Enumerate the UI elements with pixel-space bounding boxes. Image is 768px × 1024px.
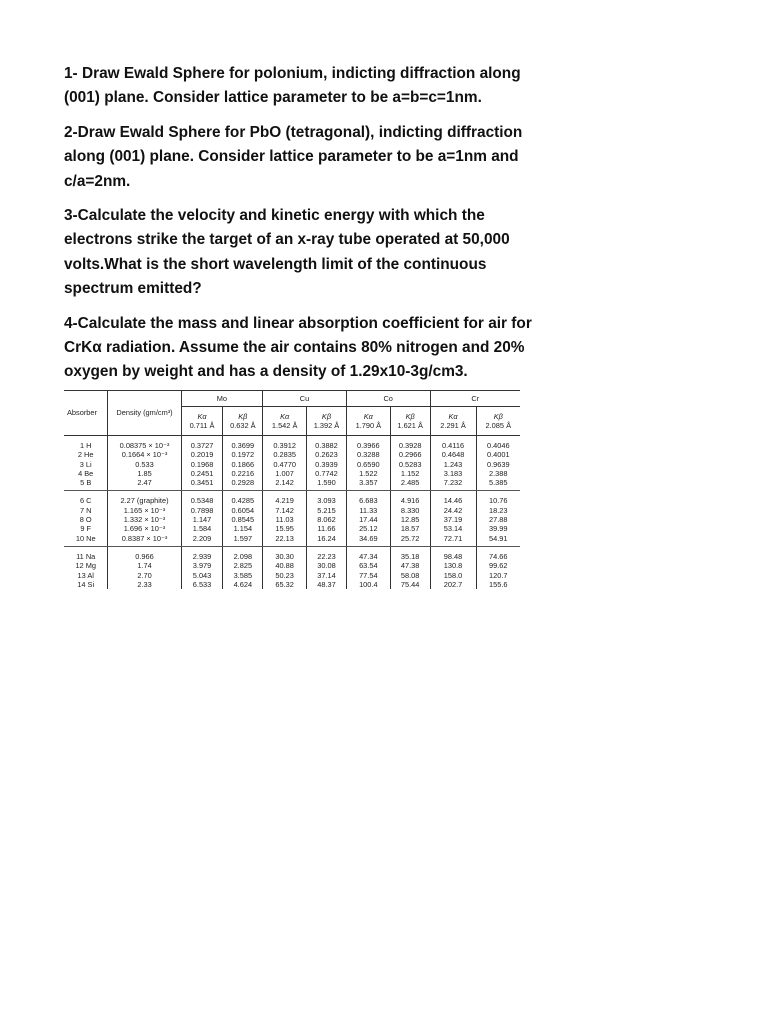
coefficient-cell: 0.4770 xyxy=(263,460,307,469)
coefficient-cell: 3.979 xyxy=(181,561,223,570)
table-row xyxy=(64,546,520,561)
table-row xyxy=(64,436,520,451)
line-name: Kβ xyxy=(405,411,415,421)
line-name: Kβ xyxy=(238,411,248,421)
coefficient-cell: 54.91 xyxy=(476,534,520,547)
coefficient-cell: 0.3451 xyxy=(181,478,223,491)
coefficient-cell: 0.3288 xyxy=(346,450,390,459)
coefficient-cell: 22.13 xyxy=(263,534,307,547)
density-cell: 2.27 (graphite) xyxy=(108,491,181,506)
coefficient-cell: 0.4285 xyxy=(223,491,263,506)
coefficient-cell: 5.385 xyxy=(476,478,520,491)
coefficient-cell: 40.88 xyxy=(263,561,307,570)
coefficient-cell: 3.093 xyxy=(307,491,347,506)
coefficient-cell: 0.3928 xyxy=(390,436,430,451)
coefficient-cell: 0.6590 xyxy=(346,460,390,469)
density-cell: 2.33 xyxy=(108,580,181,589)
absorber-header: Absorber xyxy=(64,391,108,436)
absorber-cell: 3 Li xyxy=(64,460,108,469)
coefficient-cell: 0.3882 xyxy=(307,436,347,451)
coefficient-cell: 0.7898 xyxy=(181,506,223,515)
coefficient-cell: 0.4001 xyxy=(486,450,510,460)
coefficient-cell: 12.85 xyxy=(390,515,430,524)
coefficient-cell: 0.2966 xyxy=(390,450,430,459)
coefficient-cell: 1.584 xyxy=(181,524,223,533)
line-wavelength: 1.790 Å xyxy=(355,421,382,430)
coefficient-cell: 2.388 xyxy=(489,468,508,478)
coefficient-cell: 1.597 xyxy=(223,534,263,547)
coefficient-cell: 155.6 xyxy=(489,579,508,589)
density-cell: 0.08375 × 10⁻³ xyxy=(108,436,181,451)
coefficient-cell: 75.44 xyxy=(390,580,430,589)
coefficient-cell: 30.08 xyxy=(307,561,347,570)
coefficient-cell: 63.54 xyxy=(346,561,390,570)
coefficient-cell: 47.38 xyxy=(390,561,430,570)
mass-absorption-table xyxy=(64,390,520,589)
coefficient-cell: 2.209 xyxy=(181,534,223,547)
radiation-cu-header: Cu xyxy=(263,391,347,407)
absorber-cell: 12 Mg xyxy=(64,561,108,570)
density-cell: 0.1664 × 10⁻³ xyxy=(108,450,181,459)
coefficient-cell: 6.533 xyxy=(181,580,223,589)
coefficient-cell: 25.12 xyxy=(346,524,390,533)
coefficient-cell: 0.3699 xyxy=(223,436,263,451)
density-cell: 1.696 × 10⁻³ xyxy=(108,524,181,533)
table-row xyxy=(64,478,520,491)
line-name: Kβ xyxy=(321,411,332,421)
line-wavelength: 0.632 Å xyxy=(230,421,256,430)
coefficient-cell: 53.14 xyxy=(430,524,476,533)
coefficient-cell: 3.183 xyxy=(430,469,476,478)
line-header-cell xyxy=(263,407,307,436)
coefficient-cell: 0.3939 xyxy=(307,460,347,469)
line-header-cell xyxy=(390,407,430,436)
absorber-cell: 6 C xyxy=(64,491,108,506)
coefficient-cell: 2.825 xyxy=(223,561,263,570)
coefficient-cell: 0.1866 xyxy=(223,460,263,469)
coefficient-cell: 4.624 xyxy=(223,580,263,589)
coefficient-cell: 2.485 xyxy=(390,478,430,491)
coefficient-cell: 4.916 xyxy=(390,491,430,506)
absorber-cell: 13 Al xyxy=(64,571,108,580)
coefficient-cell: 202.7 xyxy=(430,580,476,589)
line-wavelength: 2.291 Å xyxy=(440,421,466,430)
line-header-cell xyxy=(181,407,223,436)
question-2: 2-Draw Ewald Sphere for PbO (tetragonal), indicting diffraction along (001) plane. Consider lattice parameter to be a=1nm and c/a=2nm. xyxy=(64,123,523,190)
coefficient-cell: 65.32 xyxy=(263,580,307,589)
coefficient-cell: 0.1968 xyxy=(181,460,223,469)
coefficient-cell: 0.4116 xyxy=(430,436,476,451)
density-cell: 0.8387 × 10⁻³ xyxy=(108,534,181,547)
coefficient-cell: 5.043 xyxy=(181,571,223,580)
coefficient-cell: 15.95 xyxy=(263,524,307,533)
coefficient-cell: 1.147 xyxy=(181,515,223,524)
coefficient-cell: 158.0 xyxy=(430,571,476,580)
coefficient-cell: 25.72 xyxy=(390,534,430,547)
coefficient-cell: 7.232 xyxy=(430,478,476,491)
line-header-cell xyxy=(346,407,390,436)
coefficient-cell: 1.590 xyxy=(307,478,347,491)
line-header-cell xyxy=(430,407,476,436)
table-body xyxy=(64,436,520,590)
table-row xyxy=(64,534,520,547)
coefficient-cell: 0.5348 xyxy=(181,491,223,506)
line-name: Kα xyxy=(197,411,207,421)
absorber-cell: 4 Be xyxy=(64,469,108,478)
coefficient-cell: 58.08 xyxy=(390,571,430,580)
coefficient-cell: 24.42 xyxy=(430,506,476,515)
absorber-cell: 5 B xyxy=(64,478,108,491)
coefficient-cell: 8.330 xyxy=(390,506,430,515)
coefficient-cell: 18.57 xyxy=(390,524,430,533)
table-row xyxy=(64,450,520,459)
coefficient-cell: 1.007 xyxy=(263,469,307,478)
radiation-co-header: Co xyxy=(346,391,430,407)
absorption-coefficient-table xyxy=(64,390,524,594)
coefficient-cell: 72.71 xyxy=(430,534,476,547)
table-row xyxy=(64,469,520,478)
coefficient-cell: 35.18 xyxy=(390,546,430,561)
coefficient-cell: 1.152 xyxy=(390,469,430,478)
question-4: 4-Calculate the mass and linear absorption coefficient for air for CrKα radiation. Assume the air contains 80% nitrogen and 20% oxygen by weight and has a density of 1.29x10-3g/cm3. xyxy=(64,314,532,381)
absorber-cell: 10 Ne xyxy=(64,534,108,547)
coefficient-cell: 16.24 xyxy=(307,534,347,547)
line-header-cell xyxy=(476,407,520,436)
coefficient-cell: 27.88 xyxy=(489,515,508,525)
coefficient-cell: 0.2451 xyxy=(181,469,223,478)
absorber-cell: 7 N xyxy=(64,506,108,515)
density-cell: 1.85 xyxy=(108,469,181,478)
document-body xyxy=(64,62,534,395)
coefficient-cell: 37.19 xyxy=(430,515,476,524)
coefficient-cell: 120.7 xyxy=(489,570,508,580)
line-header-cell xyxy=(223,407,263,436)
coefficient-cell: 17.44 xyxy=(346,515,390,524)
coefficient-cell: 77.54 xyxy=(346,571,390,580)
absorber-cell: 14 Si xyxy=(64,580,108,589)
radiation-mo-header: Mo xyxy=(181,391,263,407)
question-1: 1- Draw Ewald Sphere for polonium, indicting diffraction along (001) plane. Consider lattice parameter to be a=b=c=1nm. xyxy=(64,65,521,107)
density-cell: 0.966 xyxy=(108,546,181,561)
coefficient-cell: 130.8 xyxy=(430,561,476,570)
coefficient-cell: 11.66 xyxy=(307,524,347,533)
coefficient-cell: 2.939 xyxy=(181,546,223,561)
coefficient-cell: 34.69 xyxy=(346,534,390,547)
coefficient-cell: 7.142 xyxy=(263,506,307,515)
table-row xyxy=(64,524,520,533)
coefficient-cell: 0.2216 xyxy=(223,469,263,478)
coefficient-cell: 0.5283 xyxy=(390,460,430,469)
radiation-cr-header: Cr xyxy=(430,391,520,407)
coefficient-cell: 3.585 xyxy=(223,571,263,580)
coefficient-cell: 0.4046 xyxy=(486,441,510,450)
coefficient-cell: 74.66 xyxy=(489,551,508,561)
line-name: Kα xyxy=(448,411,458,421)
coefficient-cell: 22.23 xyxy=(307,546,347,561)
coefficient-cell: 0.1972 xyxy=(223,450,263,459)
coefficient-cell: 8.062 xyxy=(307,515,347,524)
coefficient-cell: 0.3912 xyxy=(263,436,307,451)
coefficient-cell: 0.8545 xyxy=(223,515,263,524)
line-wavelength: 1.392 Å xyxy=(313,421,340,430)
table-row xyxy=(64,460,520,469)
table-row xyxy=(64,506,520,515)
density-header: Density (gm/cm³) xyxy=(108,391,181,436)
coefficient-cell: 99.62 xyxy=(489,561,508,571)
line-wavelength: 1.621 Å xyxy=(397,421,423,430)
coefficient-cell: 14.46 xyxy=(430,491,476,506)
coefficient-cell: 2.142 xyxy=(263,478,307,491)
absorber-cell: 1 H xyxy=(64,436,108,451)
absorber-cell: 2 He xyxy=(64,450,108,459)
absorber-cell: 11 Na xyxy=(64,546,108,561)
coefficient-cell: 100.4 xyxy=(346,580,390,589)
coefficient-cell: 18.23 xyxy=(489,505,508,515)
line-wavelength: 2.085 Å xyxy=(485,421,511,430)
density-cell: 1.332 × 10⁻³ xyxy=(108,515,181,524)
coefficient-cell: 0.2019 xyxy=(181,450,223,459)
coefficient-cell: 1.522 xyxy=(346,469,390,478)
table-row xyxy=(64,491,520,506)
coefficient-cell: 0.9639 xyxy=(486,459,510,469)
coefficient-cell: 0.6054 xyxy=(223,506,263,515)
radiation-header-row xyxy=(64,391,520,407)
coefficient-cell: 1.243 xyxy=(430,460,476,469)
line-wavelength: 1.542 Å xyxy=(271,421,298,430)
coefficient-cell: 11.03 xyxy=(263,515,307,524)
absorber-cell: 9 F xyxy=(64,524,108,533)
coefficient-cell: 2.098 xyxy=(223,546,263,561)
coefficient-cell: 0.2835 xyxy=(263,450,307,459)
coefficient-cell: 39.99 xyxy=(489,524,508,534)
coefficient-cell: 3.357 xyxy=(346,478,390,491)
table-row xyxy=(64,515,520,524)
coefficient-cell: 48.37 xyxy=(307,580,347,589)
coefficient-cell: 30.30 xyxy=(263,546,307,561)
coefficient-cell: 47.34 xyxy=(346,546,390,561)
coefficient-cell: 0.2928 xyxy=(223,478,263,491)
coefficient-cell: 37.14 xyxy=(307,571,347,580)
line-wavelength: 0.711 Å xyxy=(189,421,215,430)
line-header-cell xyxy=(307,407,347,436)
coefficient-cell: 1.154 xyxy=(223,524,263,533)
line-name: Kβ xyxy=(493,411,503,421)
absorber-cell: 8 O xyxy=(64,515,108,524)
table-row xyxy=(64,580,520,589)
line-name: Kα xyxy=(280,411,290,421)
table-row xyxy=(64,571,520,580)
density-cell: 1.74 xyxy=(108,561,181,570)
coefficient-cell: 5.215 xyxy=(307,506,347,515)
density-cell: 0.533 xyxy=(108,460,181,469)
table-row xyxy=(64,561,520,570)
coefficient-cell: 0.4648 xyxy=(430,450,476,459)
coefficient-cell: 0.3966 xyxy=(346,436,390,451)
coefficient-cell: 0.2623 xyxy=(307,450,347,459)
coefficient-cell: 4.219 xyxy=(263,491,307,506)
question-3: 3-Calculate the velocity and kinetic energy with which the electrons strike the target of an x-ray tube operated at 50,000 volts.What is the short wavelength limit of the continuous spectrum emitted? xyxy=(64,207,510,298)
coefficient-cell: 6.683 xyxy=(346,491,390,506)
density-cell: 1.165 × 10⁻³ xyxy=(108,506,181,515)
coefficient-cell: 0.7742 xyxy=(307,469,347,478)
density-cell: 2.47 xyxy=(108,478,181,491)
line-name: Kα xyxy=(363,411,373,421)
coefficient-cell: 98.48 xyxy=(430,546,476,561)
coefficient-cell: 0.3727 xyxy=(181,436,223,451)
coefficient-cell: 50.23 xyxy=(263,571,307,580)
density-cell: 2.70 xyxy=(108,571,181,580)
coefficient-cell: 10.76 xyxy=(489,496,508,506)
coefficient-cell: 11.33 xyxy=(346,506,390,515)
